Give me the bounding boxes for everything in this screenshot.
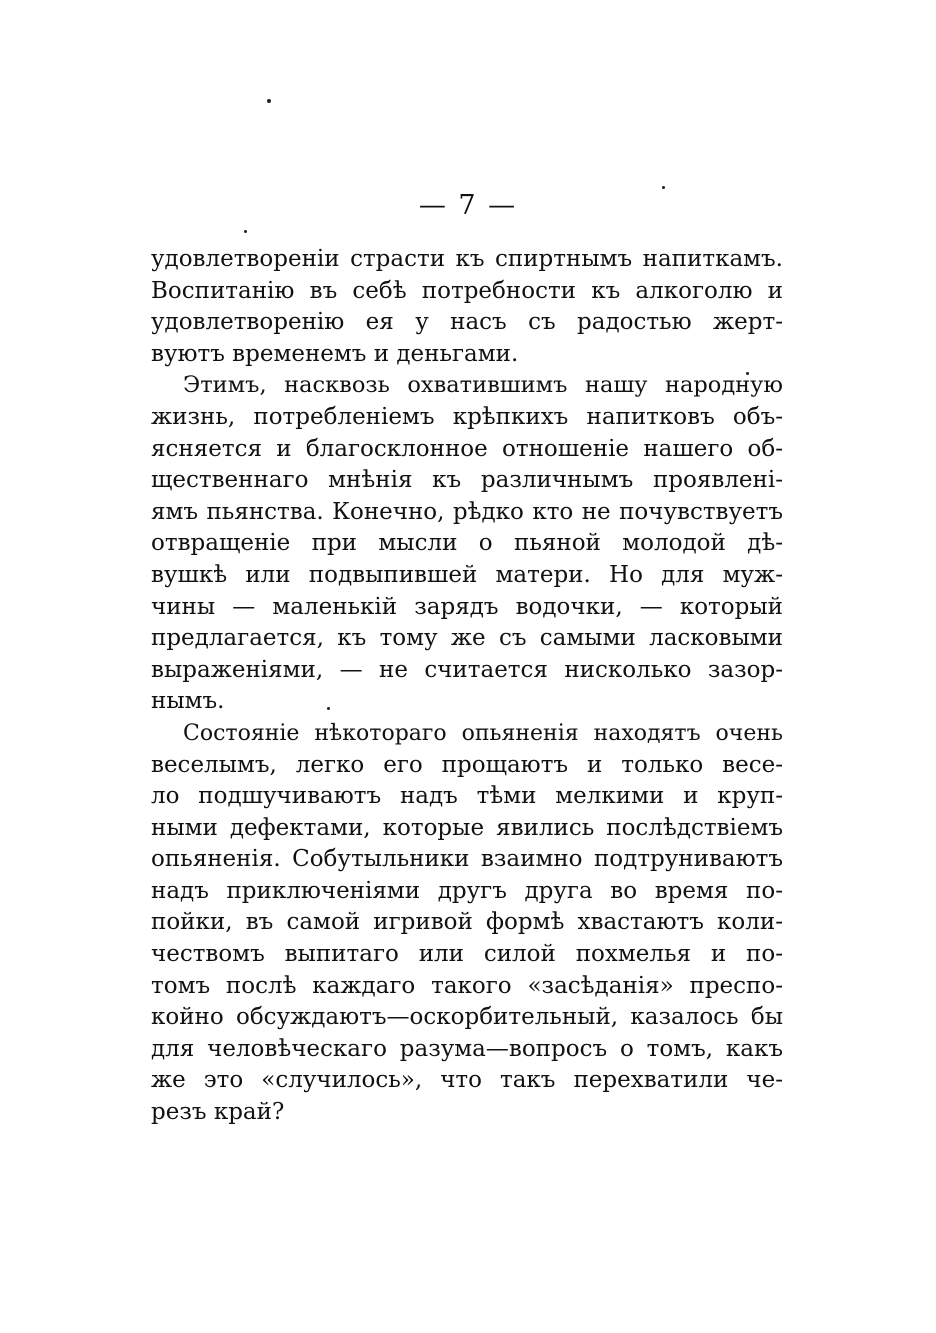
text-line: ными дефектами, которые явились послѣдствiемъ <box>151 814 783 841</box>
text-line: чины — маленькiй зарядъ водочки, — который <box>151 593 783 620</box>
paragraph <box>151 370 783 718</box>
print-speck <box>244 230 247 233</box>
text-line: ямъ пьянства. Конечно, рѣдко кто не почувствуетъ <box>151 498 783 525</box>
text-line: предлагается, къ тому же съ самыми ласковыми <box>151 625 783 652</box>
text-line: опьяненiя. Собутыльники взаимно подтруниваютъ <box>151 846 783 873</box>
text-line: для человѣческаго разума—вопросъ о томъ, какъ <box>151 1035 783 1062</box>
text-line: резъ край? <box>151 1099 285 1126</box>
text-line: Этимъ, насквозь охватившимъ нашу народную <box>183 372 783 399</box>
text-line: вуютъ временемъ и деньгами. <box>151 340 519 367</box>
text-line: нымъ. <box>151 688 225 715</box>
text-line: Воспитанiю въ себѣ потребности къ алкоголю и <box>151 277 783 304</box>
paragraph <box>151 718 783 1129</box>
text-line: веселымъ, легко его прощаютъ и только весе- <box>151 751 783 778</box>
paragraph <box>151 244 783 370</box>
text-line: ло подшучиваютъ надъ тѣми мелкими и круп- <box>151 783 783 810</box>
print-speck <box>662 186 665 189</box>
body-text <box>151 244 783 1129</box>
text-line: вушкѣ или подвыпившей матери. Но для муж- <box>151 561 783 588</box>
text-line: чествомъ выпитаго или силой похмелья и по- <box>151 941 783 968</box>
page-number: — 7 — <box>418 190 518 221</box>
text-line: койно обсуждаютъ—оскорбительный, казалось бы <box>151 1004 783 1031</box>
text-line: удовлетворенiю ея у насъ съ радостью жерт- <box>151 309 783 336</box>
text-line: Состоянiе нѣкотораго опьяненiя находятъ очень <box>183 720 783 746</box>
text-line: жизнь, потребленiемъ крѣпкихъ напитковъ объ- <box>151 403 783 430</box>
print-speck <box>267 99 271 103</box>
text-line: щественнаго мнѣнiя къ различнымъ проявленi- <box>151 467 783 494</box>
text-line: отвращенiе при мысли о пьяной молодой дѣ- <box>151 530 783 557</box>
text-line: пойки, въ самой игривой формѣ хвастаютъ коли- <box>151 909 783 936</box>
text-line: томъ послѣ каждаго такого «засѣданiя» преспо- <box>151 972 783 999</box>
text-line: выраженiями, — не считается нисколько зазор- <box>151 656 783 683</box>
text-line: надъ приключенiями другъ друга во время по- <box>151 877 783 904</box>
text-line: удовлетворенiи страсти къ спиртнымъ напиткамъ. <box>151 246 783 272</box>
text-line: ясняется и благосклонное отношенiе нашего об- <box>151 435 783 462</box>
text-line: же это «случилось», что такъ перехватили че- <box>151 1067 783 1094</box>
